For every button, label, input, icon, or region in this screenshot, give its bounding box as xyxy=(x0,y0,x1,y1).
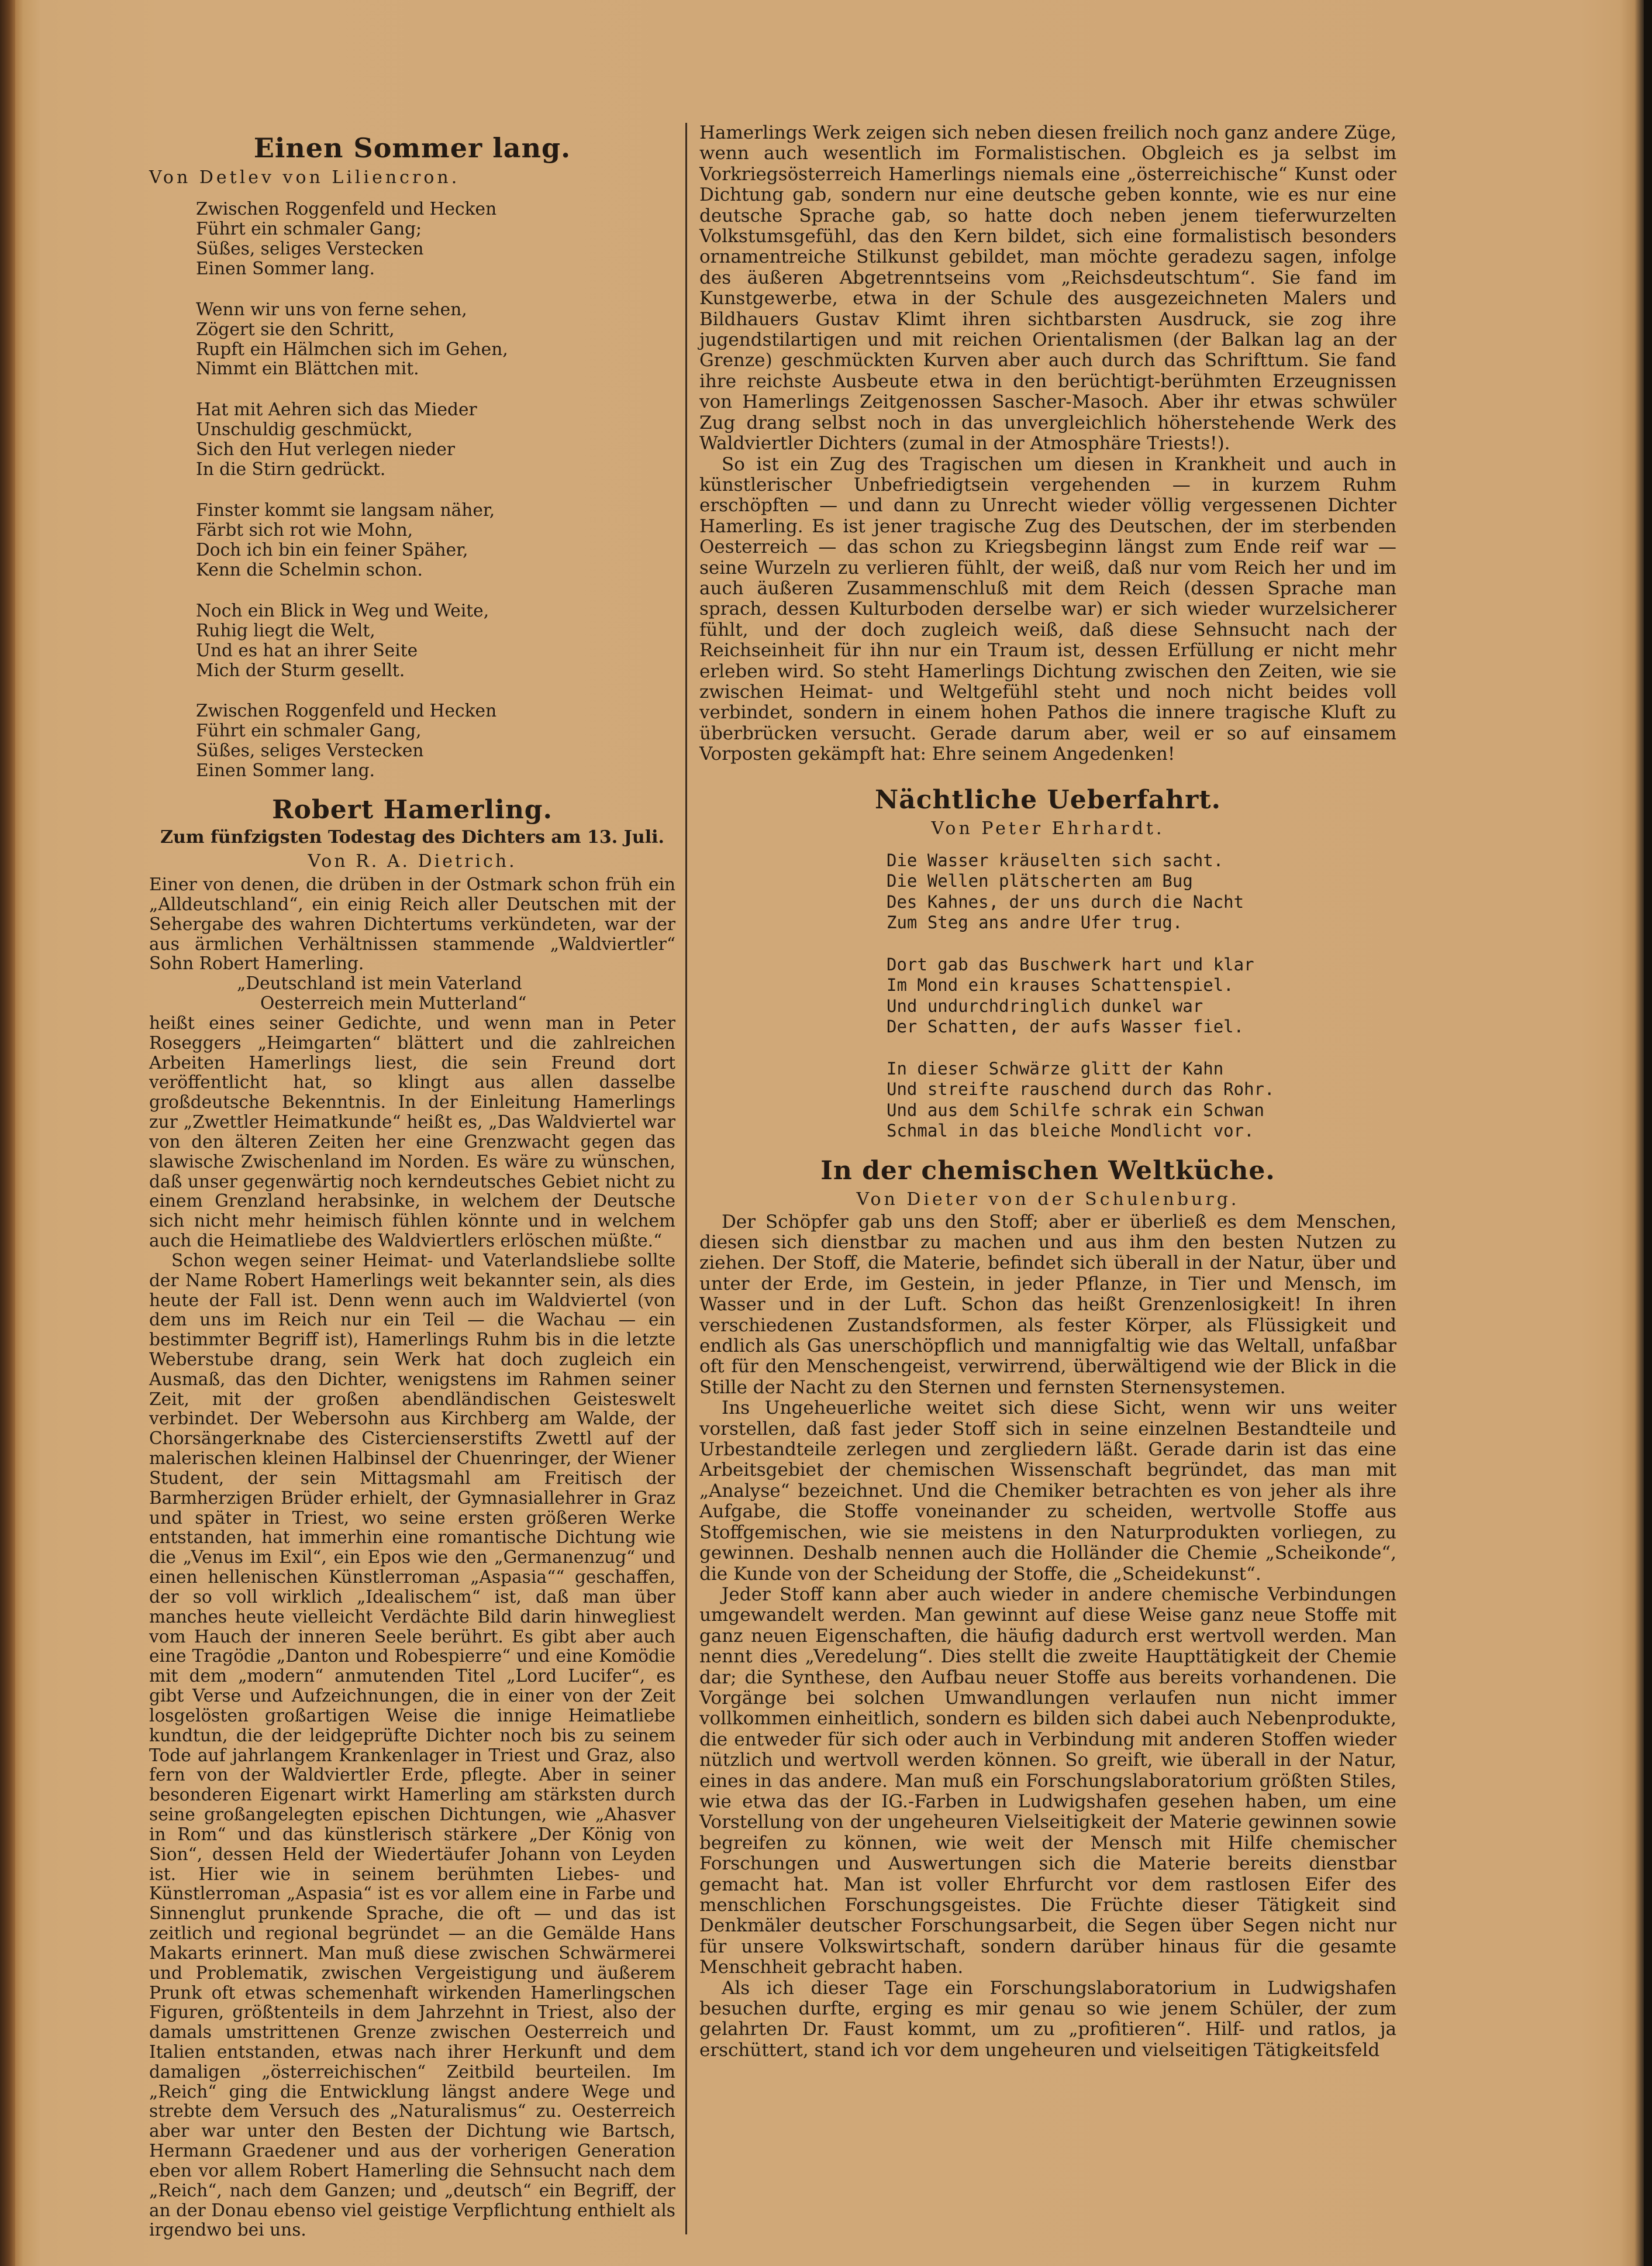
poem-stanza xyxy=(196,300,675,380)
poem-line: Mich der Sturm gesellt. xyxy=(196,660,405,680)
column-divider xyxy=(685,123,687,2234)
poem-line: Einen Sommer lang. xyxy=(196,258,375,278)
poem-line: Kenn die Schelmin schon. xyxy=(196,559,423,580)
hamerling-paragraph: Hamerlings Werk zeigen sich neben diesen freilich noch ganz andere Züge, wenn auch wesentlich im Formalistischen. Obgleich es ja selbst im Vorkriegsösterreich Hamerlings niemals eine „österreichische“ Kunst oder Dichtung gab, sondern nur eine deutsche geben konnte, wie es nur eine deutsche Sprache gab, so hatte doch neben jenem tieferwurzelten Volkstumsgefühl, das den Kern bildet, sich eine formalistisch besonders ornamentreiche Stilkunst gebildet, man möchte geradezu sagen, infolge des äußeren Abgetrenntseins vom „Reichsdeutschtum“. Sie fand im Kunstgewerbe, etwa in der Schule des ausgezeichneten Malers und Bildhauers Gustav Klimt ihren sichtbarsten Ausdruck, sie zog ihre jugendstilartigen und mit reichen Orientalismen (der Balkan lag an der Grenze) geschmückten Kurven aber auch durch das Schrifttum. Sie fand ihre reichste Ausbeute etwa in den berüchtigt-berühmten Erzeugnissen von Hamerlings Zeitgenossen Sascher-Masoch. Aber ihr etwas schwüler Zug drang selbst noch in das unvergleichlich höherstehende Werk des Waldviertler Dichters (zumal in der Atmosphäre Triests!). xyxy=(699,122,1396,454)
poem-line: Süßes, seliges Verstecken xyxy=(196,238,424,259)
poem-line: Die Wellen plätscherten am Bug xyxy=(887,871,1193,891)
poem-line: Einen Sommer lang. xyxy=(196,760,375,781)
poem-line: Und es hat an ihrer Seite xyxy=(196,640,418,660)
chem-title: In der chemischen Weltküche. xyxy=(820,1155,1275,1186)
poem-line: Zum Steg ans andre Ufer trug. xyxy=(887,912,1183,933)
hamerling-quote: Oesterreich mein Mutterland“ xyxy=(260,993,527,1014)
hamerling-byline: Von R. A. Dietrich. xyxy=(308,851,517,872)
poem-line: Zwischen Roggenfeld und Hecken xyxy=(196,701,497,721)
poem-stanza xyxy=(887,955,1396,1038)
left-column xyxy=(149,123,675,2240)
page-edge xyxy=(1644,0,1652,2266)
poem-stanza xyxy=(196,701,675,781)
chem-paragraph: Jeder Stoff kann aber auch wieder in andere chemische Verbindungen umgewandelt werden. Man gewinnt auf diese Weise ganz neue Stoffe mit ganz neuen Eigenschaften, die häufig dadurch erst wertvoll werden. Man nennt dies „Veredelung“. Dies stellt die zweite Haupttätigkeit der Chemie dar; die Synthese, den Aufbau neuer Stoffe aus bereits vorhandenen. Die Vorgänge bei solchen Umwandlungen verlaufen nun nicht immer vollkommen einheitlich, sondern es bilden sich dabei auch Nebenprodukte, die entweder für sich oder auch in Verbindung mit anderen Stoffen wieder nützlich und wertvoll werden können. So greift, wie überall in der Natur, eines in das andere. Man muß ein Forschungslaboratorium größten Stiles, wie etwa das der IG.-Farben in Ludwigshafen gesehen haben, um eine Vorstellung von der ungeheuren Vielseitigkeit der Materie gewinnen sowie begreifen zu können, wie weit der Mensch mit Hilfe chemischer Forschungen und Auswertungen sich die Materie bereits dienstbar gemacht hat. Man ist voller Ehrfurcht vor dem rastlosen Eifer des menschlichen Forschungsgeistes. Die Früchte dieser Tätigkeit sind Denkmäler deutscher Forschungsarbeit, die Segen über Segen nicht nur für unsere Volkswirtschaft, sondern darüber hinaus für die gesamte Menschheit gebracht haben. xyxy=(699,1583,1396,1978)
poem-line: Führt ein schmaler Gang, xyxy=(196,721,422,741)
poem-line: Süßes, seliges Verstecken xyxy=(196,741,424,761)
poem-line: Die Wasser kräuselten sich sacht. xyxy=(887,850,1224,870)
poem-stanza xyxy=(196,199,675,279)
poem-line: Führt ein schmaler Gang; xyxy=(196,218,422,239)
poem-line: Nimmt ein Blättchen mit. xyxy=(196,359,419,379)
poem-line: Dort gab das Buschwerk hart und klar xyxy=(887,954,1254,974)
poem-line: Zögert sie den Schritt, xyxy=(196,319,395,339)
summer-title: Einen Sommer lang. xyxy=(253,132,571,164)
poem-line: Unschuldig geschmückt, xyxy=(196,419,413,440)
poem-line: Schmal in das bleiche Mondlicht vor. xyxy=(887,1121,1254,1141)
poem-line: Finster kommt sie langsam näher, xyxy=(196,500,495,521)
hamerling-paragraph: So ist ein Zug des Tragischen um diesen in Krankheit und auch in künstlerischer Unbefriedigtsein vergehenden — in kurzem Ruhm erschöpften — und dann zu Unrecht wieder völlig vergessenen Dichter Hamerling. Es ist jener tragische Zug des Deutschen, der im sterbenden Oesterreich — das schon zu Kriegsbeginn längst zum Ende reif war — seine Wurzeln zu verlieren fühlt, der weiß, daß nur vom Reich her und im auch äußeren Zusammenschluß mit dem Reich (dessen Sprache man sprach, dessen Kulturboden derselbe war) er sich wieder wurzelsicherer fühlt, und der doch zugleich weiß, daß diese Sehnsucht nach der Reichseinheit für ihn nur ein Traum ist, dessen Erfüllung er nicht mehr erleben wird. So steht Hamerlings Dichtung zwischen den Zeiten, wie sie zwischen Heimat- und Weltgefühl steht und noch nicht beides voll verbindet, sondern in einem hohen Pathos die innere tragische Kluft zu überbrücken versucht. Gerade darum aber, weil er so auf einsamem Vorposten gekämpft hat: Ehre seinem Angedenken! xyxy=(699,453,1396,765)
poem-line: In die Stirn gedrückt. xyxy=(196,459,386,480)
chem-paragraph: Ins Ungeheuerliche weitet sich diese Sicht, wenn wir uns weiter vorstellen, daß fast jeder Stoff sich in seine einzelnen Bestandteile und Urbestandteile zerlegen und zergliedern läßt. Gerade darin ist das eine Arbeitsgebiet der chemischen Wissenschaft begründet, das man mit „Analyse“ bezeichnet. Und die Chemiker betrachten es von jeher als ihre Aufgabe, die Stoffe voneinander zu scheiden, wertvolle Stoffe aus Stoffgemischen, wie sie meistens in den Naturprodukten vorliegen, zu gewinnen. Deshalb nennen auch die Holländer die Chemie „Scheikonde“, die Kunde von der Scheidung der Stoffe, die „Scheidekunst“. xyxy=(699,1397,1396,1585)
hamerling-title: Robert Hamerling. xyxy=(272,795,553,825)
poem-stanza xyxy=(887,1059,1396,1142)
poem-line: In dieser Schwärze glitt der Kahn xyxy=(887,1058,1224,1079)
poem-line: Ruhig liegt die Welt, xyxy=(196,620,375,640)
poem-line: Und undurchdringlich dunkel war xyxy=(887,996,1203,1016)
poem-line: Des Kahnes, der uns durch die Nacht xyxy=(887,891,1244,912)
chem-paragraph: Als ich dieser Tage ein Forschungslaboratorium in Ludwigshafen besuchen durfte, erging es mir genau so wie jenem Schüler, der zum gelahrten Dr. Faust kommt, um zu „profitieren“. Hilf- und ratlos, ja erschüttert, stand ich vor dem ungeheuren und vielseitigen Tätigkeitsfeld xyxy=(699,1977,1396,2061)
hamerling-quote: „Deutschland ist mein Vaterland xyxy=(237,973,522,994)
poem-line: Wenn wir uns von ferne sehen, xyxy=(196,299,467,319)
poem-line: Sich den Hut verlegen nieder xyxy=(196,439,456,460)
hamerling-subtitle: Zum fünfzigsten Todestag des Dichters am 13. Juli. xyxy=(160,827,664,848)
crossing-poem xyxy=(887,850,1396,1142)
poem-line: Im Mond ein krauses Schattenspiel. xyxy=(887,975,1234,996)
poem-stanza xyxy=(196,601,675,681)
summer-poem xyxy=(196,199,675,781)
book-spine xyxy=(0,0,15,2266)
summer-byline: Von Detlev von Liliencron. xyxy=(149,167,460,188)
poem-stanza xyxy=(196,501,675,580)
poem-line: Noch ein Blick in Weg und Weite, xyxy=(196,600,489,621)
poem-stanza xyxy=(196,400,675,480)
poem-line: Zwischen Roggenfeld und Hecken xyxy=(196,199,497,219)
chem-paragraph: Der Schöpfer gab uns den Stoff; aber er überließ es dem Menschen, diesen sich dienstbar zu machen und aus ihm den besten Nutzen zu ziehen. Der Stoff, die Materie, befindet sich überall in der Natur, über und unter der Erde, im Gestein, in jeder Pflanze, in Tier und Mensch, im Wasser und in der Luft. Schon das heißt Grenzenlosigkeit! In ihren verschiedenen Zustandsformen, als fester Körper, als Flüssigkeit und endlich als Gas unerschöpflich und mannigfaltig wie das Weltall, unfaßbar oft für den Menschengeist, verwirrend, überwältigend wie der Blick in die Stille der Nacht zu den Sternen und fernsten Sternensystemen. xyxy=(699,1211,1396,1398)
crossing-title: Nächtliche Ueberfahrt. xyxy=(875,784,1221,815)
hamerling-paragraph: heißt eines seiner Gedichte, und wenn man in Peter Roseggers „Heimgarten“ blättert und die zahlreichen Arbeiten Hamerlings liest, die sein Freund dort veröffentlicht hat, so klingt aus allen dasselbe großdeutsche Bekenntnis. In der Einleitung Hamerlings zur „Zwettler Heimatkunde“ heißt es, „Das Waldviertel war von den älteren Zeiten her eine Grenzwacht gegen das slawische Zwischenland im Norden. Es wäre zu wünschen, daß unser gegenwärtig noch kerndeutsches Gebiet nicht zu einem Grenzland herabsinke, in welchem der Deutsche sich nicht mehr heimisch fühlen könnte und in welchem auch die Heimatliebe des Waldviertlers erlöschen müßte.“ xyxy=(149,1013,675,1251)
poem-line: Der Schatten, der aufs Wasser fiel. xyxy=(887,1017,1244,1037)
poem-line: Hat mit Aehren sich das Mieder xyxy=(196,400,477,420)
poem-line: Färbt sich rot wie Mohn, xyxy=(196,519,413,540)
chem-byline: Von Dieter von der Schulenburg. xyxy=(856,1189,1240,1210)
hamerling-paragraph: Schon wegen seiner Heimat- und Vaterlandsliebe sollte der Name Robert Hamerlings weit bekannter sein, als dies heute der Fall ist. Denn wenn auch im Waldviertel (von dem uns im Reich nur ein Teil — die Wachau — ein bestimmter Begriff ist), Hamerlings Ruhm bis in die letzte Weberstube drang, sein Werk hat doch zugleich ein Ausmaß, das den Dichter, wenigstens im Rahmen seiner Zeit, mit der großen abendländischen Geisteswelt verbindet. Der Webersohn aus Kirchberg am Walde, der Chorsängerknabe des Cistercienserstifts Zwettl auf der malerischen kleinen Halbinsel der Chuenringer, der Wiener Student, der sein Mittagsmahl am Freitisch der Barmherzigen Brüder erhielt, der Gymnasiallehrer in Graz und später in Triest, wo seine ersten größeren Werke entstanden, hat immerhin eine romantische Dichtung wie die „Venus im Exil“, ein Epos wie den „Germanenzug“ und einen hellenischen Künstlerroman „Aspasia““ geschaffen, der so voll wirklich „Idealischem“ ist, daß man über manches heute vielleicht Verdächte Bild darin hinwegliest vom Hauch der inneren Seele berührt. Es gibt aber auch eine Tragödie „Danton und Robespierre“ und eine Komödie mit dem „modern“ anmutenden Titel „Lord Lucifer“, es gibt Verse und Aufzeichnungen, die in einer von der Zeit losgelösten großartigen Weise die innige Heimatliebe kundtun, die der leidgeprüfte Dichter noch bis zu seinem Tode auf jahrlangem Krankenlager in Triest und Graz, also fern von der Waldviertler Erde, pflegte. Aber in seiner besonderen Eigenart wirkt Hamerling am stärksten durch seine großangelegten epischen Dichtungen, wie „Ahasver in Rom“ und das künstlerisch stärkere „Der König von Sion“, dessen Held der Wiedertäufer Johann von Leyden ist. Hier wie in seinem berühmten Liebes- und Künstlerroman „Aspasia“ ist es vor allem eine in Farbe und Sinnenglut prunkende Sprache, die oft — und das ist zeitlich und regional begründet — an die Gemälde Hans Makarts erinnert. Man muß diese zwischen Schwärmerei und Problematik, zwischen Vergeistigung und äußerem Prunk oft etwas schemenhaft wirkenden Hamerlingschen Figuren, größtenteils in dem Jahrzehnt in Triest, also der damals umstrittenen Grenze zwischen Oesterreich und Italien entstanden, etwas nach ihrer Herkunft und dem damaligen „österreichischen“ Zeitbild beurteilen. Im „Reich“ ging die Entwicklung längst andere Wege und strebte dem Versuch des „Naturalismus“ zu. Oesterreich aber war unter den Besten der Dichtung wie Bartsch, Hermann Graedener und aus der vorherigen Generation eben vor allem Robert Hamerling die Sehnsucht nach dem „Reich“, nach dem Ganzen; und „deutsch“ ein Begriff, der an der Donau ebenso viel geistige Verpflichtung enthielt als irgendwo bei uns. xyxy=(149,1250,675,2240)
poem-line: Rupft ein Hälmchen sich im Gehen, xyxy=(196,339,508,359)
poem-stanza xyxy=(887,850,1396,934)
right-column xyxy=(699,123,1396,2061)
poem-line: Und streifte rauschend durch das Rohr. xyxy=(887,1079,1275,1100)
crossing-byline: Von Peter Ehrhardt. xyxy=(931,818,1165,839)
hamerling-paragraph: Einer von denen, die drüben in der Ostmark schon früh ein „Alldeutschland“, ein einig Reich aller Deutschen mit der Sehergabe des wahren Dichtertums verkündeten, war der aus ärmlichen Verhältnissen stammende „Waldviertler“ Sohn Robert Hamerling. xyxy=(149,874,675,974)
poem-line: Und aus dem Schilfe schrak ein Schwan xyxy=(887,1100,1265,1120)
poem-line: Doch ich bin ein feiner Späher, xyxy=(196,539,468,560)
